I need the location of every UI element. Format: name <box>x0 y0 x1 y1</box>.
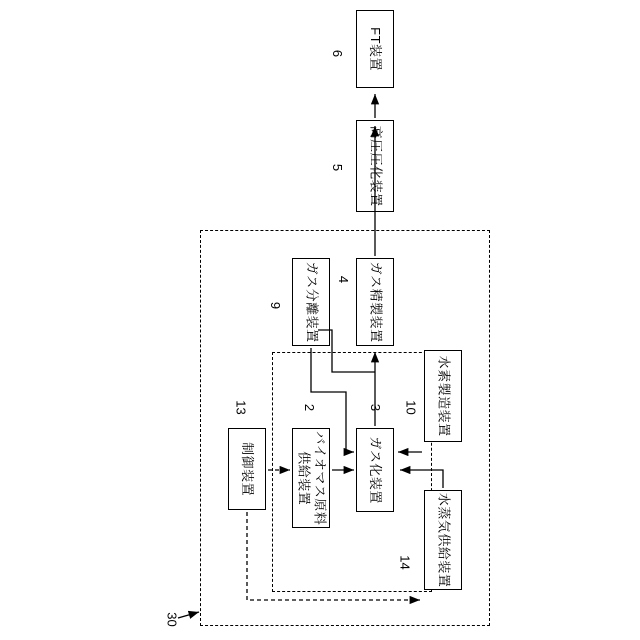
block-steam <box>424 490 462 590</box>
block-label-hp: 高圧圧化装置 <box>368 125 384 207</box>
block-h2gen <box>424 350 462 442</box>
ref-numeral-gasref: 4 <box>336 275 352 284</box>
ref-numeral-h2gen: 10 <box>403 400 419 415</box>
ref-numeral-gasifier: 3 <box>368 403 384 412</box>
block-gassep <box>292 258 330 346</box>
block-ft <box>356 10 394 88</box>
block-label-steam: 水蒸気供給装置 <box>436 492 452 588</box>
block-gasifier <box>356 428 394 512</box>
block-label-biomass: バイオマス原料 供給装置 <box>296 430 328 526</box>
ref-numeral-hp: 5 <box>330 163 346 172</box>
block-biomass <box>292 428 330 528</box>
block-label-gasref: ガス精製装置 <box>368 261 384 343</box>
ref-numeral-control: 13 <box>233 400 249 415</box>
block-label-gasifier: ガス化装置 <box>368 436 384 504</box>
block-hp <box>356 120 394 212</box>
block-label-h2gen: 水素製造装置 <box>436 355 452 437</box>
ref-numeral-biomass: 2 <box>302 403 318 412</box>
ref-numeral-figure: 30 <box>164 612 180 627</box>
ref-numeral-steam: 14 <box>397 555 413 570</box>
block-label-ft: FT装置 <box>368 27 384 71</box>
ref-numeral-gassep: 9 <box>268 301 284 310</box>
block-label-gassep: ガス分離装置 <box>304 261 320 343</box>
block-gasref <box>356 258 394 346</box>
block-control <box>228 428 266 510</box>
ref-numeral-ft: 6 <box>330 49 346 58</box>
block-label-control: 制御装置 <box>240 441 256 497</box>
